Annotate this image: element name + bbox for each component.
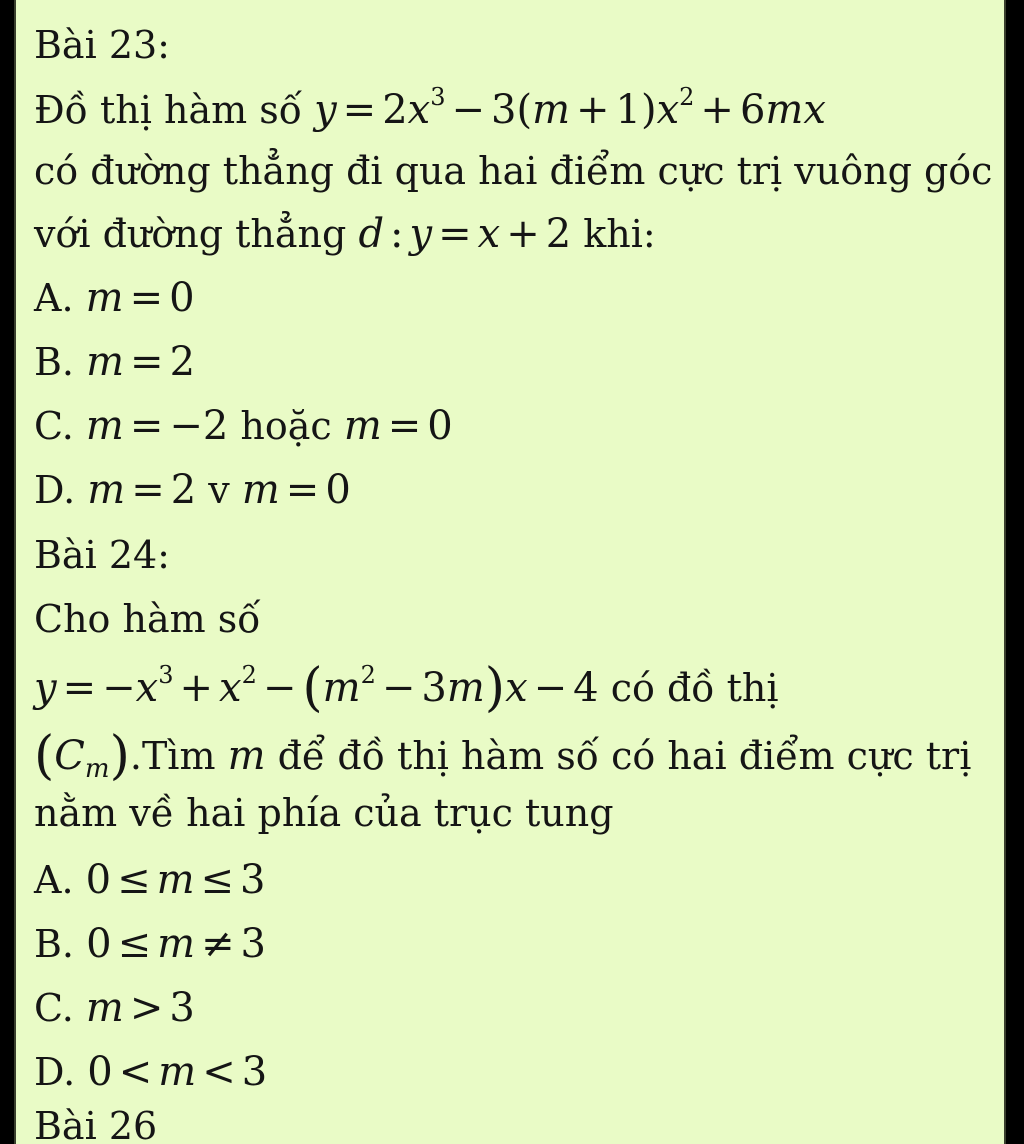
- option-label: C.: [34, 986, 74, 1030]
- variable-m: m: [227, 733, 266, 779]
- option-label: C.: [34, 404, 74, 448]
- problem-23-text: khi:: [583, 212, 656, 256]
- problem-24-option-c[interactable]: [34, 985, 195, 1031]
- problem-24-text: để đồ thị hàm số có hai điểm cực trị: [277, 734, 972, 778]
- option-formula: m = −2: [85, 403, 229, 449]
- option-formula: m = 2: [87, 467, 197, 513]
- problem-24-option-a[interactable]: [34, 857, 266, 903]
- option-formula: 0 < m < 3: [87, 1049, 268, 1095]
- problem-24-option-d[interactable]: [34, 1049, 268, 1095]
- option-label: D.: [34, 1050, 76, 1094]
- option-label: B.: [34, 922, 75, 966]
- option-label: B.: [34, 340, 75, 384]
- option-label: D.: [34, 468, 76, 512]
- problem-23-option-c[interactable]: [34, 403, 453, 449]
- line-d-formula: d : y = x + 2: [358, 211, 572, 257]
- problem-23-option-d[interactable]: [34, 467, 351, 513]
- problem-23-statement-line-1: [34, 83, 826, 133]
- problem-24-statement-line-3: [34, 726, 972, 786]
- problem-23-title: Bài 23:: [34, 23, 170, 67]
- option-formula: m = 0: [343, 403, 453, 449]
- cropped-formula-fragment: [34, 0, 254, 8]
- function-formula: $y = -x^3 + x^2 - (m^2 - 3m)x - 4$: [34, 658, 599, 718]
- option-text: hoặc: [240, 404, 332, 448]
- next-problem-title-cropped: Bài 26: [34, 1104, 158, 1144]
- option-formula: m = 0: [241, 467, 351, 513]
- problem-24-text: .Tìm: [129, 734, 216, 778]
- problem-23-statement-line-3: [34, 211, 656, 257]
- problem-24-option-b[interactable]: [34, 921, 266, 967]
- problem-24-statement-line-4: nằm về hai phía của trục tung: [34, 791, 614, 835]
- problem-23-statement-line-2: có đường thẳng đi qua hai điểm cực trị vuông góc: [34, 149, 993, 193]
- option-label: A.: [34, 276, 74, 320]
- option-text: v: [208, 468, 230, 512]
- problem-24-statement-line-2: [34, 658, 779, 718]
- problem-23-text: với đường thẳng: [34, 212, 347, 256]
- option-formula: 0 ≤ m ≠ 3: [86, 921, 266, 967]
- function-formula: $y = 2x^3 - 3(m + 1)x^2 + 6mx$: [314, 83, 826, 133]
- problem-23-option-a[interactable]: [34, 275, 195, 321]
- option-formula: 0 ≤ m ≤ 3: [85, 857, 266, 903]
- problem-24-text: có đồ thị: [610, 666, 779, 710]
- document-page: [14, 0, 1006, 1144]
- option-formula: m > 3: [85, 985, 195, 1031]
- option-formula: m = 0: [85, 275, 195, 321]
- option-formula: m = 2: [86, 339, 196, 385]
- option-label: A.: [34, 858, 74, 902]
- problem-24-statement-line-1: Cho hàm số: [34, 597, 261, 641]
- problem-23-option-b[interactable]: [34, 339, 196, 385]
- curve-name-formula: $(C_m)$: [34, 726, 130, 786]
- problem-24-title: Bài 24:: [34, 533, 170, 577]
- problem-23-text: Đồ thị hàm số: [34, 88, 302, 132]
